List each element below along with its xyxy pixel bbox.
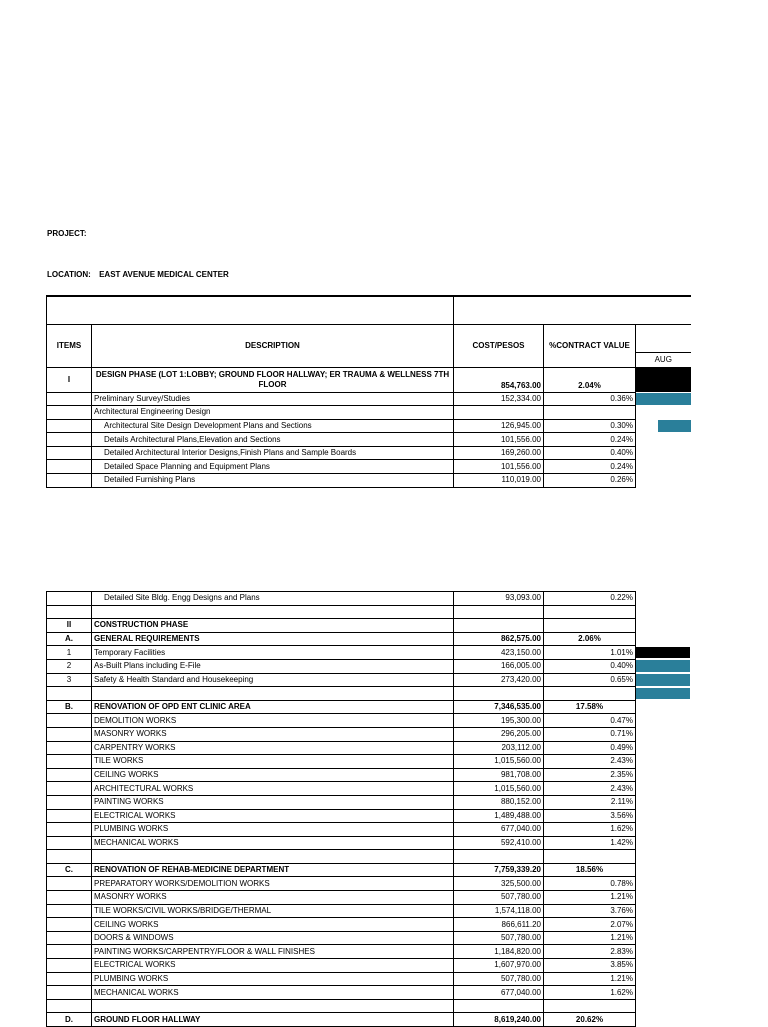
cost-cell: 7,759,339.20 — [454, 863, 544, 877]
header-row — [47, 324, 691, 353]
item-cell — [47, 446, 92, 460]
table-row — [47, 592, 691, 606]
pct-cell: 2.04% — [544, 367, 636, 392]
gantt-cell — [636, 972, 691, 986]
pct-cell: 20.62% — [544, 1013, 636, 1027]
gantt-bar — [636, 660, 691, 672]
description-cell: TILE WORKS/CIVIL WORKS/BRIDGE/THERMAL — [92, 904, 454, 918]
pct-cell — [544, 850, 636, 864]
cost-cell: 273,420.00 — [454, 673, 544, 687]
gantt-cell — [636, 367, 691, 392]
pct-cell: 17.58% — [544, 700, 636, 714]
cost-cell: 866,611.20 — [454, 918, 544, 932]
table-row — [47, 836, 691, 850]
item-cell — [47, 877, 92, 891]
pct-cell: 0.26% — [544, 474, 636, 488]
table-row — [47, 904, 691, 918]
item-cell — [47, 741, 92, 755]
cost-cell: 507,780.00 — [454, 972, 544, 986]
item-cell: B. — [47, 700, 92, 714]
pct-cell: 1.62% — [544, 986, 636, 1000]
description-cell: Temporary Facilities — [92, 646, 454, 660]
pct-cell — [544, 687, 636, 701]
table-row — [47, 795, 691, 809]
gantt-cell — [636, 446, 691, 460]
item-cell — [47, 850, 92, 864]
description-cell: Detailed Space Planning and Equipment Plans — [92, 460, 454, 474]
item-cell — [47, 904, 92, 918]
pct-cell: 18.56% — [544, 863, 636, 877]
table-top-body — [47, 367, 691, 487]
gantt-cell — [636, 809, 691, 823]
pct-cell: 0.49% — [544, 741, 636, 755]
cost-cell: 854,763.00 — [454, 367, 544, 392]
gantt-bar — [636, 368, 691, 393]
pct-cell: 1.42% — [544, 836, 636, 850]
item-cell — [47, 406, 92, 420]
header-description: DESCRIPTION — [92, 324, 454, 367]
gantt-cell — [636, 1013, 691, 1027]
item-cell: 3 — [47, 673, 92, 687]
gantt-cell — [636, 741, 691, 755]
item-cell — [47, 392, 92, 406]
location-label-text: LOCATION: — [47, 270, 91, 279]
item-cell — [47, 809, 92, 823]
item-cell — [47, 433, 92, 447]
schedule-table-bottom — [46, 591, 691, 1027]
cost-cell — [454, 850, 544, 864]
table-bottom-body — [47, 592, 691, 1027]
item-cell — [47, 474, 92, 488]
gantt-cell — [636, 714, 691, 728]
description-cell: GENERAL REQUIREMENTS — [92, 632, 454, 646]
table-row — [47, 687, 691, 701]
cost-cell: 101,556.00 — [454, 433, 544, 447]
pct-cell: 2.06% — [544, 632, 636, 646]
gantt-cell — [636, 406, 691, 420]
header-pct: %CONTRACT VALUE — [544, 324, 636, 367]
item-cell — [47, 605, 92, 619]
description-cell: Details Architectural Plans,Elevation and Sections — [92, 433, 454, 447]
item-cell: I — [47, 367, 92, 392]
table-row — [47, 632, 691, 646]
cost-cell: 507,780.00 — [454, 891, 544, 905]
gantt-cell — [636, 755, 691, 769]
cost-cell: 1,015,560.00 — [454, 755, 544, 769]
table-row — [47, 999, 691, 1013]
table-row — [47, 931, 691, 945]
cost-cell: 126,945.00 — [454, 419, 544, 433]
table-row — [47, 741, 691, 755]
header-band-row — [47, 296, 691, 324]
gantt-cell — [636, 646, 691, 660]
cost-cell: 152,334.00 — [454, 392, 544, 406]
gantt-cell — [636, 768, 691, 782]
table-row — [47, 945, 691, 959]
table-row — [47, 959, 691, 973]
description-cell: ELECTRICAL WORKS — [92, 809, 454, 823]
pct-cell: 0.36% — [544, 392, 636, 406]
pct-cell: 3.85% — [544, 959, 636, 973]
description-cell: Detailed Furnishing Plans — [92, 474, 454, 488]
gantt-cell — [636, 795, 691, 809]
description-cell: MECHANICAL WORKS — [92, 836, 454, 850]
pct-cell: 2.43% — [544, 755, 636, 769]
table-row — [47, 1013, 691, 1027]
description-cell: DOORS & WINDOWS — [92, 931, 454, 945]
pct-cell: 0.40% — [544, 659, 636, 673]
description-cell: PLUMBING WORKS — [92, 972, 454, 986]
table-row — [47, 782, 691, 796]
gantt-cell — [636, 700, 691, 714]
description-cell: GROUND FLOOR HALLWAY — [92, 1013, 454, 1027]
cost-cell: 195,300.00 — [454, 714, 544, 728]
gantt-bar — [636, 647, 691, 659]
item-cell — [47, 782, 92, 796]
pct-cell: 1.21% — [544, 972, 636, 986]
description-cell: Detailed Architectural Interior Designs,Finish Plans and Sample Boards — [92, 446, 454, 460]
description-cell: PREPARATORY WORKS/DEMOLITION WORKS — [92, 877, 454, 891]
table-row — [47, 673, 691, 687]
pct-cell: 1.21% — [544, 891, 636, 905]
item-cell — [47, 460, 92, 474]
item-cell — [47, 795, 92, 809]
pct-cell: 0.40% — [544, 446, 636, 460]
item-cell — [47, 931, 92, 945]
description-cell: Detailed Site Bldg. Engg Designs and Plans — [92, 592, 454, 606]
cost-cell — [454, 999, 544, 1013]
header-band-right — [454, 296, 691, 324]
cost-cell: 677,040.00 — [454, 823, 544, 837]
description-cell: CONSTRUCTION PHASE — [92, 619, 454, 633]
pct-cell: 0.71% — [544, 727, 636, 741]
item-cell — [47, 755, 92, 769]
pct-cell: 0.24% — [544, 433, 636, 447]
description-cell: CARPENTRY WORKS — [92, 741, 454, 755]
gantt-bar — [636, 674, 691, 686]
table-row — [47, 727, 691, 741]
table-row — [47, 823, 691, 837]
cost-cell: 880,152.00 — [454, 795, 544, 809]
item-cell — [47, 419, 92, 433]
cost-cell: 93,093.00 — [454, 592, 544, 606]
cost-cell: 507,780.00 — [454, 931, 544, 945]
cost-cell: 981,708.00 — [454, 768, 544, 782]
item-cell — [47, 714, 92, 728]
gantt-bar — [636, 688, 691, 700]
gantt-cell — [636, 632, 691, 646]
location-value: EAST AVENUE MEDICAL CENTER — [99, 270, 229, 279]
gantt-cell — [636, 619, 691, 633]
gantt-cell — [636, 419, 691, 433]
pct-cell: 2.07% — [544, 918, 636, 932]
description-cell — [92, 605, 454, 619]
gantt-cell — [636, 945, 691, 959]
header-band-left — [47, 296, 454, 324]
cost-cell: 423,150.00 — [454, 646, 544, 660]
cost-cell: 7,346,535.00 — [454, 700, 544, 714]
description-cell: ARCHITECTURAL WORKS — [92, 782, 454, 796]
description-cell: Architectural Site Design Development Plans and Sections — [92, 419, 454, 433]
item-cell — [47, 999, 92, 1013]
gantt-cell — [636, 605, 691, 619]
description-cell: DESIGN PHASE (LOT 1:LOBBY; GROUND FLOOR HALLWAY; ER TRAUMA & WELLNESS 7TH FLOOR — [92, 367, 454, 392]
pct-cell: 2.35% — [544, 768, 636, 782]
gantt-cell — [636, 850, 691, 864]
pct-cell: 0.47% — [544, 714, 636, 728]
pct-cell: 0.30% — [544, 419, 636, 433]
header-cost: COST/PESOS — [454, 324, 544, 367]
table-row — [47, 474, 691, 488]
description-cell: PAINTING WORKS — [92, 795, 454, 809]
table-row — [47, 755, 691, 769]
cost-cell: 862,575.00 — [454, 632, 544, 646]
gantt-cell — [636, 823, 691, 837]
item-cell — [47, 836, 92, 850]
item-cell — [47, 768, 92, 782]
pct-cell: 2.83% — [544, 945, 636, 959]
table-row — [47, 433, 691, 447]
gantt-cell — [636, 659, 691, 673]
cost-cell: 101,556.00 — [454, 460, 544, 474]
item-cell: D. — [47, 1013, 92, 1027]
description-cell: As-Built Plans including E-File — [92, 659, 454, 673]
table-row — [47, 714, 691, 728]
gantt-cell — [636, 959, 691, 973]
cost-cell: 1,574,118.00 — [454, 904, 544, 918]
table-row — [47, 850, 691, 864]
description-cell: CEILING WORKS — [92, 918, 454, 932]
cost-cell — [454, 687, 544, 701]
table-row — [47, 863, 691, 877]
item-cell: 1 — [47, 646, 92, 660]
cost-cell: 296,205.00 — [454, 727, 544, 741]
pct-cell: 0.24% — [544, 460, 636, 474]
item-cell: II — [47, 619, 92, 633]
pct-cell: 2.11% — [544, 795, 636, 809]
description-cell: MASONRY WORKS — [92, 727, 454, 741]
cost-cell — [454, 619, 544, 633]
item-cell — [47, 972, 92, 986]
header-items: ITEMS — [47, 324, 92, 367]
cost-cell: 166,005.00 — [454, 659, 544, 673]
table-row — [47, 809, 691, 823]
gantt-bar — [658, 420, 691, 432]
gantt-cell — [636, 727, 691, 741]
description-cell — [92, 850, 454, 864]
pct-cell: 3.56% — [544, 809, 636, 823]
description-cell: RENOVATION OF REHAB-MEDICINE DEPARTMENT — [92, 863, 454, 877]
location-label — [47, 270, 229, 279]
item-cell — [47, 945, 92, 959]
pct-cell: 0.78% — [544, 877, 636, 891]
table-row — [47, 972, 691, 986]
cost-cell: 8,619,240.00 — [454, 1013, 544, 1027]
description-cell: PAINTING WORKS/CARPENTRY/FLOOR & WALL FINISHES — [92, 945, 454, 959]
pct-cell: 1.62% — [544, 823, 636, 837]
item-cell: 2 — [47, 659, 92, 673]
description-cell: PLUMBING WORKS — [92, 823, 454, 837]
gantt-cell — [636, 687, 691, 701]
description-cell: DEMOLITION WORKS — [92, 714, 454, 728]
pct-cell — [544, 406, 636, 420]
cost-cell — [454, 605, 544, 619]
gantt-cell — [636, 999, 691, 1013]
pct-cell: 2.43% — [544, 782, 636, 796]
description-cell — [92, 999, 454, 1013]
pct-cell: 0.22% — [544, 592, 636, 606]
gantt-cell — [636, 673, 691, 687]
table-row — [47, 646, 691, 660]
item-cell — [47, 918, 92, 932]
description-cell: Architectural Engineering Design — [92, 406, 454, 420]
cost-cell: 325,500.00 — [454, 877, 544, 891]
table-row — [47, 986, 691, 1000]
gantt-cell — [636, 392, 691, 406]
cost-cell: 592,410.00 — [454, 836, 544, 850]
pct-cell: 0.65% — [544, 673, 636, 687]
table-row — [47, 446, 691, 460]
cost-cell: 1,015,560.00 — [454, 782, 544, 796]
gantt-cell — [636, 877, 691, 891]
gantt-bar — [636, 393, 691, 405]
description-cell: CEILING WORKS — [92, 768, 454, 782]
description-cell — [92, 687, 454, 701]
gantt-cell — [636, 918, 691, 932]
table-row — [47, 406, 691, 420]
pct-cell: 1.01% — [544, 646, 636, 660]
schedule-table-top — [46, 295, 691, 488]
cost-cell — [454, 406, 544, 420]
table-row — [47, 918, 691, 932]
table-row — [47, 460, 691, 474]
gantt-cell — [636, 891, 691, 905]
pct-cell: 3.76% — [544, 904, 636, 918]
item-cell — [47, 891, 92, 905]
item-cell — [47, 986, 92, 1000]
gantt-cell — [636, 474, 691, 488]
table-row — [47, 605, 691, 619]
table-row — [47, 619, 691, 633]
cost-cell: 110,019.00 — [454, 474, 544, 488]
gantt-cell — [636, 904, 691, 918]
cost-cell: 1,489,488.00 — [454, 809, 544, 823]
item-cell — [47, 687, 92, 701]
item-cell: A. — [47, 632, 92, 646]
table-row — [47, 367, 691, 392]
table-row — [47, 877, 691, 891]
table-row — [47, 891, 691, 905]
cost-cell: 1,607,970.00 — [454, 959, 544, 973]
pct-cell — [544, 605, 636, 619]
description-cell: TILE WORKS — [92, 755, 454, 769]
description-cell: Preliminary Survey/Studies — [92, 392, 454, 406]
gantt-cell — [636, 433, 691, 447]
cost-cell: 203,112.00 — [454, 741, 544, 755]
item-cell — [47, 823, 92, 837]
gantt-cell — [636, 863, 691, 877]
gantt-cell — [636, 460, 691, 474]
description-cell: RENOVATION OF OPD ENT CLINIC AREA — [92, 700, 454, 714]
pct-cell: 1.21% — [544, 931, 636, 945]
table-row — [47, 700, 691, 714]
cost-cell: 677,040.00 — [454, 986, 544, 1000]
header-month: AUG — [636, 353, 691, 367]
description-cell: ELECTRICAL WORKS — [92, 959, 454, 973]
table-row — [47, 659, 691, 673]
project-label: PROJECT: — [47, 229, 87, 238]
table-row — [47, 419, 691, 433]
gantt-cell — [636, 836, 691, 850]
item-cell — [47, 959, 92, 973]
pct-cell — [544, 619, 636, 633]
item-cell — [47, 727, 92, 741]
description-cell: MASONRY WORKS — [92, 891, 454, 905]
item-cell: C. — [47, 863, 92, 877]
table-row — [47, 392, 691, 406]
cost-cell: 169,260.00 — [454, 446, 544, 460]
gantt-cell — [636, 782, 691, 796]
table-row — [47, 768, 691, 782]
gantt-cell — [636, 592, 691, 606]
description-cell: Safety & Health Standard and Housekeeping — [92, 673, 454, 687]
gantt-cell — [636, 986, 691, 1000]
gantt-cell — [636, 931, 691, 945]
description-cell: MECHANICAL WORKS — [92, 986, 454, 1000]
item-cell — [47, 592, 92, 606]
pct-cell — [544, 999, 636, 1013]
header-gantt-top — [636, 324, 691, 353]
cost-cell: 1,184,820.00 — [454, 945, 544, 959]
